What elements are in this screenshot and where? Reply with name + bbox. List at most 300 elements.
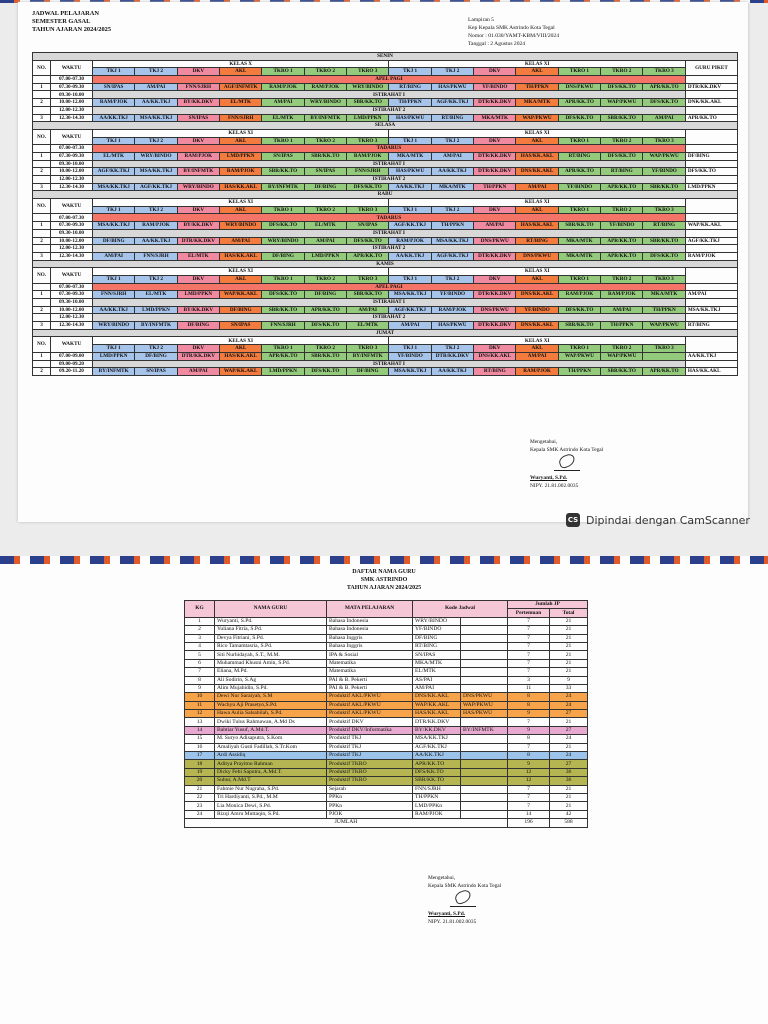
schedule-cell: FNN/SJRH — [347, 168, 389, 176]
row-no — [33, 299, 51, 307]
teacher-pertemuan: 7 — [508, 743, 550, 751]
schedule-cell: AA/KK.TKJ — [93, 306, 135, 314]
schedule-cell: APR/KK.TO — [601, 237, 643, 245]
teacher-no: 21 — [185, 785, 215, 793]
grade-header-row — [33, 268, 738, 276]
schedule-cell: MKA/MTK — [389, 152, 431, 160]
camscanner-text: Dipindai dengan CamScanner — [586, 513, 750, 527]
schedule-cell: DTR/KK.DKV — [431, 352, 473, 360]
schedule-cell: DF/BING — [347, 368, 389, 376]
schedule-cell: BY/KK.DKV — [177, 306, 219, 314]
teacher-row — [185, 642, 588, 650]
break-label: ISTIRAHAT 2 — [93, 106, 686, 114]
teacher-code-2 — [461, 634, 508, 642]
lesson-no: 2 — [33, 368, 51, 376]
lesson-time: 10.00-12.00 — [51, 237, 93, 245]
class-column-header: TKRO 1 — [558, 345, 600, 353]
schedule-cell: APR/KK.TO — [601, 252, 643, 260]
teacher-code-2 — [461, 617, 508, 625]
teacher-subject: Produktif DKV/Informatika — [327, 726, 413, 734]
schedule-cell: WRY/BINDO — [347, 83, 389, 91]
guru-piket-header: GURU PIKET — [685, 60, 737, 75]
class-column-header: AKL — [516, 137, 558, 145]
class-column-header: AKL — [220, 206, 262, 214]
schedule-cell: YF/BINDO — [558, 183, 600, 191]
no-header: NO. — [33, 129, 51, 144]
title-line: SEMESTER GASAL — [32, 18, 91, 25]
schedule-cell: RAM/PJOK — [431, 306, 473, 314]
teacher-total: 21 — [550, 642, 588, 650]
lesson-row — [33, 306, 738, 314]
class-column-header: TKRO 2 — [304, 137, 346, 145]
teacher-no: 13 — [185, 718, 215, 726]
lesson-row — [33, 114, 738, 122]
teacher-row — [185, 777, 588, 785]
schedule-cell: DF/BING — [135, 352, 177, 360]
row-guru-empty — [685, 176, 737, 184]
grade-header-row — [33, 129, 738, 137]
teacher-total: 21 — [550, 718, 588, 726]
lesson-no: 2 — [33, 168, 51, 176]
schedule-cell: DFS/KK.TO — [262, 222, 304, 230]
break-label: ISTIRAHAT I — [93, 299, 686, 307]
teacher-row — [185, 693, 588, 701]
lesson-row — [33, 83, 738, 91]
activity-row — [33, 214, 738, 222]
row-no — [33, 229, 51, 237]
sig-line: Kepala SMK Astrindo Kota Tegal — [530, 447, 604, 453]
schedule-cell: BY/INFMTK — [304, 114, 346, 122]
lesson-row — [33, 252, 738, 260]
teacher-row — [185, 634, 588, 642]
lesson-no: 1 — [33, 222, 51, 230]
schedule-cell: SBR/KK.TO — [601, 368, 643, 376]
schedule-cell: RT/BING — [558, 152, 600, 160]
teacher-code: FNN/SJRH — [413, 785, 461, 793]
class-column-header: TKRO 2 — [601, 275, 643, 283]
day-name: SELASA — [33, 122, 738, 130]
class-column-header: TKRO 1 — [558, 206, 600, 214]
teacher-no: 5 — [185, 651, 215, 659]
schedule-cell: HAS/PKWU — [389, 114, 431, 122]
teacher-pertemuan: 7 — [508, 802, 550, 810]
class-column-header: TKJ 1 — [389, 206, 431, 214]
teacher-code-2: BY/INFMTK — [461, 726, 508, 734]
teacher-code: DF/BING — [413, 634, 461, 642]
teacher-pertemuan: 7 — [508, 634, 550, 642]
camscanner-icon: CS — [566, 513, 580, 527]
teacher-code-2 — [461, 626, 508, 634]
teacher-pertemuan: 7 — [508, 617, 550, 625]
class-column-header: TKJ 2 — [431, 345, 473, 353]
teacher-code: DFS/KK.TO — [413, 768, 461, 776]
schedule-cell: AM/PAI — [431, 152, 473, 160]
schedule-cell: TH/PPKN — [601, 322, 643, 330]
activity-label: APEL PAGI — [93, 283, 686, 291]
schedule-cell: WRY/BINDO — [177, 183, 219, 191]
teacher-code: DTR/KK.DKV — [413, 718, 461, 726]
schedule-cell: WAP/KK.AKL — [220, 368, 262, 376]
schedule-cell: DF/BING — [304, 291, 346, 299]
class-column-header: DKV — [474, 275, 516, 283]
teacher-subject: Bahasa Indonesia — [327, 617, 413, 625]
teacher-no: 3 — [185, 634, 215, 642]
row-guru-empty — [685, 106, 737, 114]
kelas-x-header: KELAS XI — [93, 337, 389, 345]
class-column-header: TKJ 2 — [135, 275, 177, 283]
break-row — [33, 360, 738, 368]
class-column-header: TKJ 1 — [389, 345, 431, 353]
schedule-cell: DFS/KK.TO — [601, 83, 643, 91]
teacher-code: AGF/KK.TKJ — [413, 743, 461, 751]
lesson-row — [33, 291, 738, 299]
teacher-pertemuan: 9 — [508, 726, 550, 734]
row-time: 09.00-09.20 — [51, 360, 93, 368]
row-time: 12.00-12.30 — [51, 245, 93, 253]
teacher-no: 2 — [185, 626, 215, 634]
lesson-time: 12.30-14.30 — [51, 183, 93, 191]
schedule-cell: WAP/PKWU — [643, 152, 685, 160]
schedule-cell: LMD/PPKN — [220, 152, 262, 160]
teacher-total: 21 — [550, 659, 588, 667]
schedule-cell: HAS/KK.AKL — [516, 152, 558, 160]
teacher-code: WRY/BINDO — [413, 617, 461, 625]
class-column-header: TKJ 1 — [93, 345, 135, 353]
class-columns-row — [33, 345, 738, 353]
schedule-cell: RT/BING — [474, 368, 516, 376]
break-row — [33, 176, 738, 184]
schedule-cell: YF/BINDO — [643, 168, 685, 176]
schedule-cell: YF/BINDO — [389, 352, 431, 360]
class-column-header: AKL — [220, 137, 262, 145]
teacher-total: 21 — [550, 651, 588, 659]
schedule-cell: YF/BINDO — [431, 291, 473, 299]
teacher-list-signature — [428, 874, 501, 926]
teacher-pertemuan: 7 — [508, 642, 550, 650]
teacher-name: Eliana, M.Pd. — [215, 668, 327, 676]
lampiran-block — [468, 16, 559, 48]
activity-label: TADARUS — [93, 214, 686, 222]
break-label: ISTIRAHAT I — [93, 229, 686, 237]
guru-piket-cell: HAS/KK.AKL — [685, 368, 737, 376]
schedule-cell: AA/KK.TKJ — [431, 168, 473, 176]
schedule-title — [32, 10, 111, 34]
sig-line: Mengetahui, — [530, 439, 558, 445]
row-no — [33, 145, 51, 153]
row-no — [33, 283, 51, 291]
schedule-cell: RAM/PJOK — [220, 168, 262, 176]
lesson-row — [33, 152, 738, 160]
guru-piket-cell: MSA/KK.TKJ — [685, 306, 737, 314]
schedule-cell: RAM/PJOK — [262, 83, 304, 91]
teacher-name: Tri Hardiyanti, S.Pd., M.M — [215, 793, 327, 801]
class-column-header: DKV — [474, 68, 516, 76]
activity-label: TADARUS — [93, 145, 686, 153]
schedule-cell: APR/KK.TO — [601, 183, 643, 191]
grade-header-row — [33, 199, 738, 207]
class-column-header: TKRO 2 — [304, 206, 346, 214]
schedule-cell: AA/KK.TKJ — [135, 99, 177, 107]
row-guru-empty — [685, 283, 737, 291]
teacher-row — [185, 752, 588, 760]
teacher-row — [185, 735, 588, 743]
schedule-cell: MSA/KK.TKJ — [389, 368, 431, 376]
schedule-cell: MSA/KK.TKJ — [135, 114, 177, 122]
schedule-cell: AA/KK.TKJ — [431, 368, 473, 376]
teacher-no: 15 — [185, 735, 215, 743]
title-line: SMK ASTRINDO — [360, 577, 408, 583]
class-column-header: TKRO 3 — [643, 68, 685, 76]
class-column-header: AKL — [516, 206, 558, 214]
schedule-cell: AGF/KK.TKJ — [389, 306, 431, 314]
class-column-header: AKL — [516, 68, 558, 76]
teacher-pertemuan: 7 — [508, 718, 550, 726]
teacher-row — [185, 718, 588, 726]
teacher-code-2 — [461, 642, 508, 650]
guru-piket-cell: AM/PAI — [685, 291, 737, 299]
row-no — [33, 214, 51, 222]
schedule-cell: DNS/KK.AKL — [516, 291, 558, 299]
schedule-cell: DFS/KK.TO — [347, 183, 389, 191]
activity-label: APEL PAGI — [93, 76, 686, 84]
schedule-cell: LMD/PPKN — [262, 368, 304, 376]
row-time: 07.00-07.30 — [51, 214, 93, 222]
schedule-cell: HAS/PKWU — [431, 322, 473, 330]
teacher-name: Yuliana Fitria, S.Pd. — [215, 626, 327, 634]
class-column-header: TKRO 2 — [304, 275, 346, 283]
teacher-total: 21 — [550, 743, 588, 751]
class-column-header: TKJ 2 — [135, 206, 177, 214]
guru-piket-cell: AGF/KK.TKJ — [685, 237, 737, 245]
class-column-header: DKV — [177, 68, 219, 76]
teacher-code: LMD/PPKn — [413, 802, 461, 810]
class-column-header: AKL — [516, 345, 558, 353]
lesson-time: 12.30-14.30 — [51, 322, 93, 330]
schedule-cell: YF/BINDO — [516, 306, 558, 314]
teacher-code: SBR/KK.TO — [413, 777, 461, 785]
teacher-pertemuan: 7 — [508, 785, 550, 793]
schedule-cell: SN/IPAS — [220, 322, 262, 330]
kelas-xi-header: KELAS XI — [389, 268, 685, 276]
schedule-cell: EL/MTK — [220, 99, 262, 107]
lesson-time: 09.20-11.20 — [51, 368, 93, 376]
guru-piket-header — [685, 129, 737, 144]
lesson-row — [33, 183, 738, 191]
schedule-cell: DNS/PKWU — [558, 83, 600, 91]
kelas-xi-header: KELAS XI — [389, 60, 685, 68]
lesson-no: 2 — [33, 237, 51, 245]
day-name: KAMIS — [33, 260, 738, 268]
teacher-name: Subur, A.Md.T — [215, 777, 327, 785]
lesson-no: 2 — [33, 99, 51, 107]
kelas-x-header: KELAS X — [93, 60, 389, 68]
title-line: TAHUN AJARAN 2024/2025 — [346, 585, 422, 591]
teacher-subject: Produktif AKL/PKWU — [327, 693, 413, 701]
teacher-row — [185, 760, 588, 768]
break-row — [33, 229, 738, 237]
schedule-cell: DFS/KK.TO — [347, 237, 389, 245]
schedule-cell: WAP/PKWU — [516, 114, 558, 122]
schedule-cell: MKA/MTK — [474, 114, 516, 122]
lesson-no: 1 — [33, 83, 51, 91]
teacher-code: DNS/KK.AKL — [413, 693, 461, 701]
row-guru-empty — [685, 314, 737, 322]
teacher-code-2 — [461, 777, 508, 785]
teacher-no: 16 — [185, 743, 215, 751]
schedule-cell: AA/KK.TKJ — [93, 114, 135, 122]
schedule-cell: AGF/INFMTK — [220, 83, 262, 91]
teacher-total: 21 — [550, 626, 588, 634]
schedule-cell: HAS/KK.AKL — [220, 252, 262, 260]
schedule-cell: BY/KK.DKV — [177, 99, 219, 107]
class-column-header: TKRO 1 — [558, 68, 600, 76]
col-kode: Kode Jadwal — [413, 601, 508, 618]
teacher-code-2 — [461, 752, 508, 760]
teacher-code: APR/KK.TO — [413, 760, 461, 768]
lesson-no: 3 — [33, 322, 51, 330]
class-column-header: TKJ 1 — [389, 275, 431, 283]
title-line: TAHUN AJARAN 2024/2025 — [32, 26, 112, 33]
row-time: 07.00-07.30 — [51, 76, 93, 84]
teacher-total: 42 — [550, 810, 588, 818]
jumlah-total: 588 — [550, 819, 588, 827]
lesson-no: 1 — [33, 152, 51, 160]
schedule-cell: LMD/PPKN — [177, 291, 219, 299]
day-name: RABU — [33, 191, 738, 199]
class-column-header: TKRO 3 — [643, 137, 685, 145]
teacher-no: 10 — [185, 693, 215, 701]
schedule-cell: TH/PPKN — [431, 222, 473, 230]
lesson-row — [33, 237, 738, 245]
teacher-name: Rico Tamamtasria, S.Pd. — [215, 642, 327, 650]
class-column-header: DKV — [177, 275, 219, 283]
grade-header-row — [33, 337, 738, 345]
class-column-header: TKRO 3 — [643, 206, 685, 214]
row-time: 09.30-10.00 — [51, 160, 93, 168]
schedule-cell: RAM/PJOK — [177, 152, 219, 160]
teacher-code-2 — [461, 735, 508, 743]
lesson-time: 07.00-09.00 — [51, 352, 93, 360]
schedule-cell: APR/KK.TO — [643, 83, 685, 91]
break-label: ISTIRAHAT I — [93, 160, 686, 168]
schedule-cell: AM/PAI — [347, 306, 389, 314]
schedule-cell: HAS/KK.AKL — [220, 352, 262, 360]
class-column-header: TKRO 3 — [643, 345, 685, 353]
teacher-no: 19 — [185, 768, 215, 776]
schedule-cell: WRY/BINDO — [304, 99, 346, 107]
schedule-cell: DTR/KK.DKV — [474, 252, 516, 260]
lesson-no: 1 — [33, 352, 51, 360]
schedule-cell: WAP/KK.AKL — [220, 291, 262, 299]
schedule-cell: MKA/MTK — [558, 252, 600, 260]
lesson-row — [33, 322, 738, 330]
row-guru-empty — [685, 229, 737, 237]
teacher-row — [185, 617, 588, 625]
break-label: ISTIRAHAT 2 — [93, 245, 686, 253]
schedule-cell: TH/PPKN — [474, 183, 516, 191]
teacher-pertemuan: 7 — [508, 651, 550, 659]
guru-piket-cell: LMD/PPKN — [685, 183, 737, 191]
schedule-cell: DFS/KK.TO — [643, 99, 685, 107]
teacher-code-2 — [461, 659, 508, 667]
class-column-header: AKL — [220, 345, 262, 353]
guru-piket-header — [685, 199, 737, 214]
schedule-cell: HAS/KK.AKL — [220, 183, 262, 191]
teacher-no: 14 — [185, 726, 215, 734]
teacher-name: Fahmie Nur Nugraha, S.Pd. — [215, 785, 327, 793]
class-columns-row — [33, 206, 738, 214]
schedule-cell: SN/IPAS — [177, 114, 219, 122]
schedule-cell: DNS/PKWU — [474, 237, 516, 245]
teacher-code-2 — [461, 743, 508, 751]
teacher-code: EL/MTK — [413, 668, 461, 676]
schedule-cell: AM/PAI — [516, 352, 558, 360]
waktu-header: WAKTU — [51, 129, 93, 144]
teacher-list-sheet — [0, 556, 768, 1024]
teacher-code: AS/PAI — [413, 676, 461, 684]
teacher-subject: PPKn — [327, 802, 413, 810]
lesson-time: 12.30-14.30 — [51, 114, 93, 122]
lesson-time: 07.30-09.30 — [51, 152, 93, 160]
schedule-cell: WRY/BINDO — [135, 152, 177, 160]
class-column-header: TKRO 1 — [558, 275, 600, 283]
teacher-row — [185, 701, 588, 709]
schedule-cell — [643, 352, 685, 360]
day-header-row — [33, 260, 738, 268]
schedule-cell: DTR/KK.DKV — [177, 352, 219, 360]
schedule-cell: SN/IPAS — [304, 168, 346, 176]
class-column-header: DKV — [177, 137, 219, 145]
teacher-no: 8 — [185, 676, 215, 684]
teacher-code: MKA/MTK — [413, 659, 461, 667]
teacher-code: BY/KK.DKV — [413, 726, 461, 734]
schedule-cell: HAS/PKWU — [389, 168, 431, 176]
row-time: 12.00-12.30 — [51, 106, 93, 114]
kelas-xi-header: KELAS XI — [389, 337, 685, 345]
class-column-header: TKJ 1 — [93, 206, 135, 214]
teacher-total: 21 — [550, 617, 588, 625]
row-guru-empty — [685, 160, 737, 168]
teacher-no: 20 — [185, 777, 215, 785]
row-guru-empty — [685, 91, 737, 99]
teacher-pertemuan: 12 — [508, 768, 550, 776]
schedule-cell: LMD/PPKN — [93, 352, 135, 360]
schedule-cell: AA/KK.TKJ — [389, 183, 431, 191]
row-time: 09.30-10.00 — [51, 299, 93, 307]
teacher-total: 21 — [550, 785, 588, 793]
schedule-cell: EL/MTK — [262, 114, 304, 122]
lesson-row — [33, 368, 738, 376]
schedule-cell: SBR/KK.TO — [347, 291, 389, 299]
row-guru-empty — [685, 360, 737, 368]
row-guru-empty — [685, 145, 737, 153]
class-column-header: TKRO 1 — [558, 137, 600, 145]
teacher-pertemuan: 8 — [508, 752, 550, 760]
kelas-x-header: KELAS XI — [93, 199, 389, 207]
jumlah-label: JUMLAH — [185, 819, 508, 827]
teacher-subject: Produktif DKV — [327, 718, 413, 726]
class-column-header: TKRO 1 — [262, 345, 304, 353]
schedule-cell: SBR/KK.TO — [262, 306, 304, 314]
sig-nipy: NIPY. 21.81.002.0035 — [428, 919, 477, 925]
schedule-cell: DF/BING — [262, 252, 304, 260]
class-column-header: TKRO 3 — [347, 275, 389, 283]
class-column-header: TKRO 3 — [347, 206, 389, 214]
schedule-cell: SN/IPAS — [262, 152, 304, 160]
teacher-code: MSA/KK.TKJ — [413, 735, 461, 743]
col-mapel: MATA PELAJARAN — [327, 601, 413, 618]
class-column-header: TKJ 2 — [431, 206, 473, 214]
